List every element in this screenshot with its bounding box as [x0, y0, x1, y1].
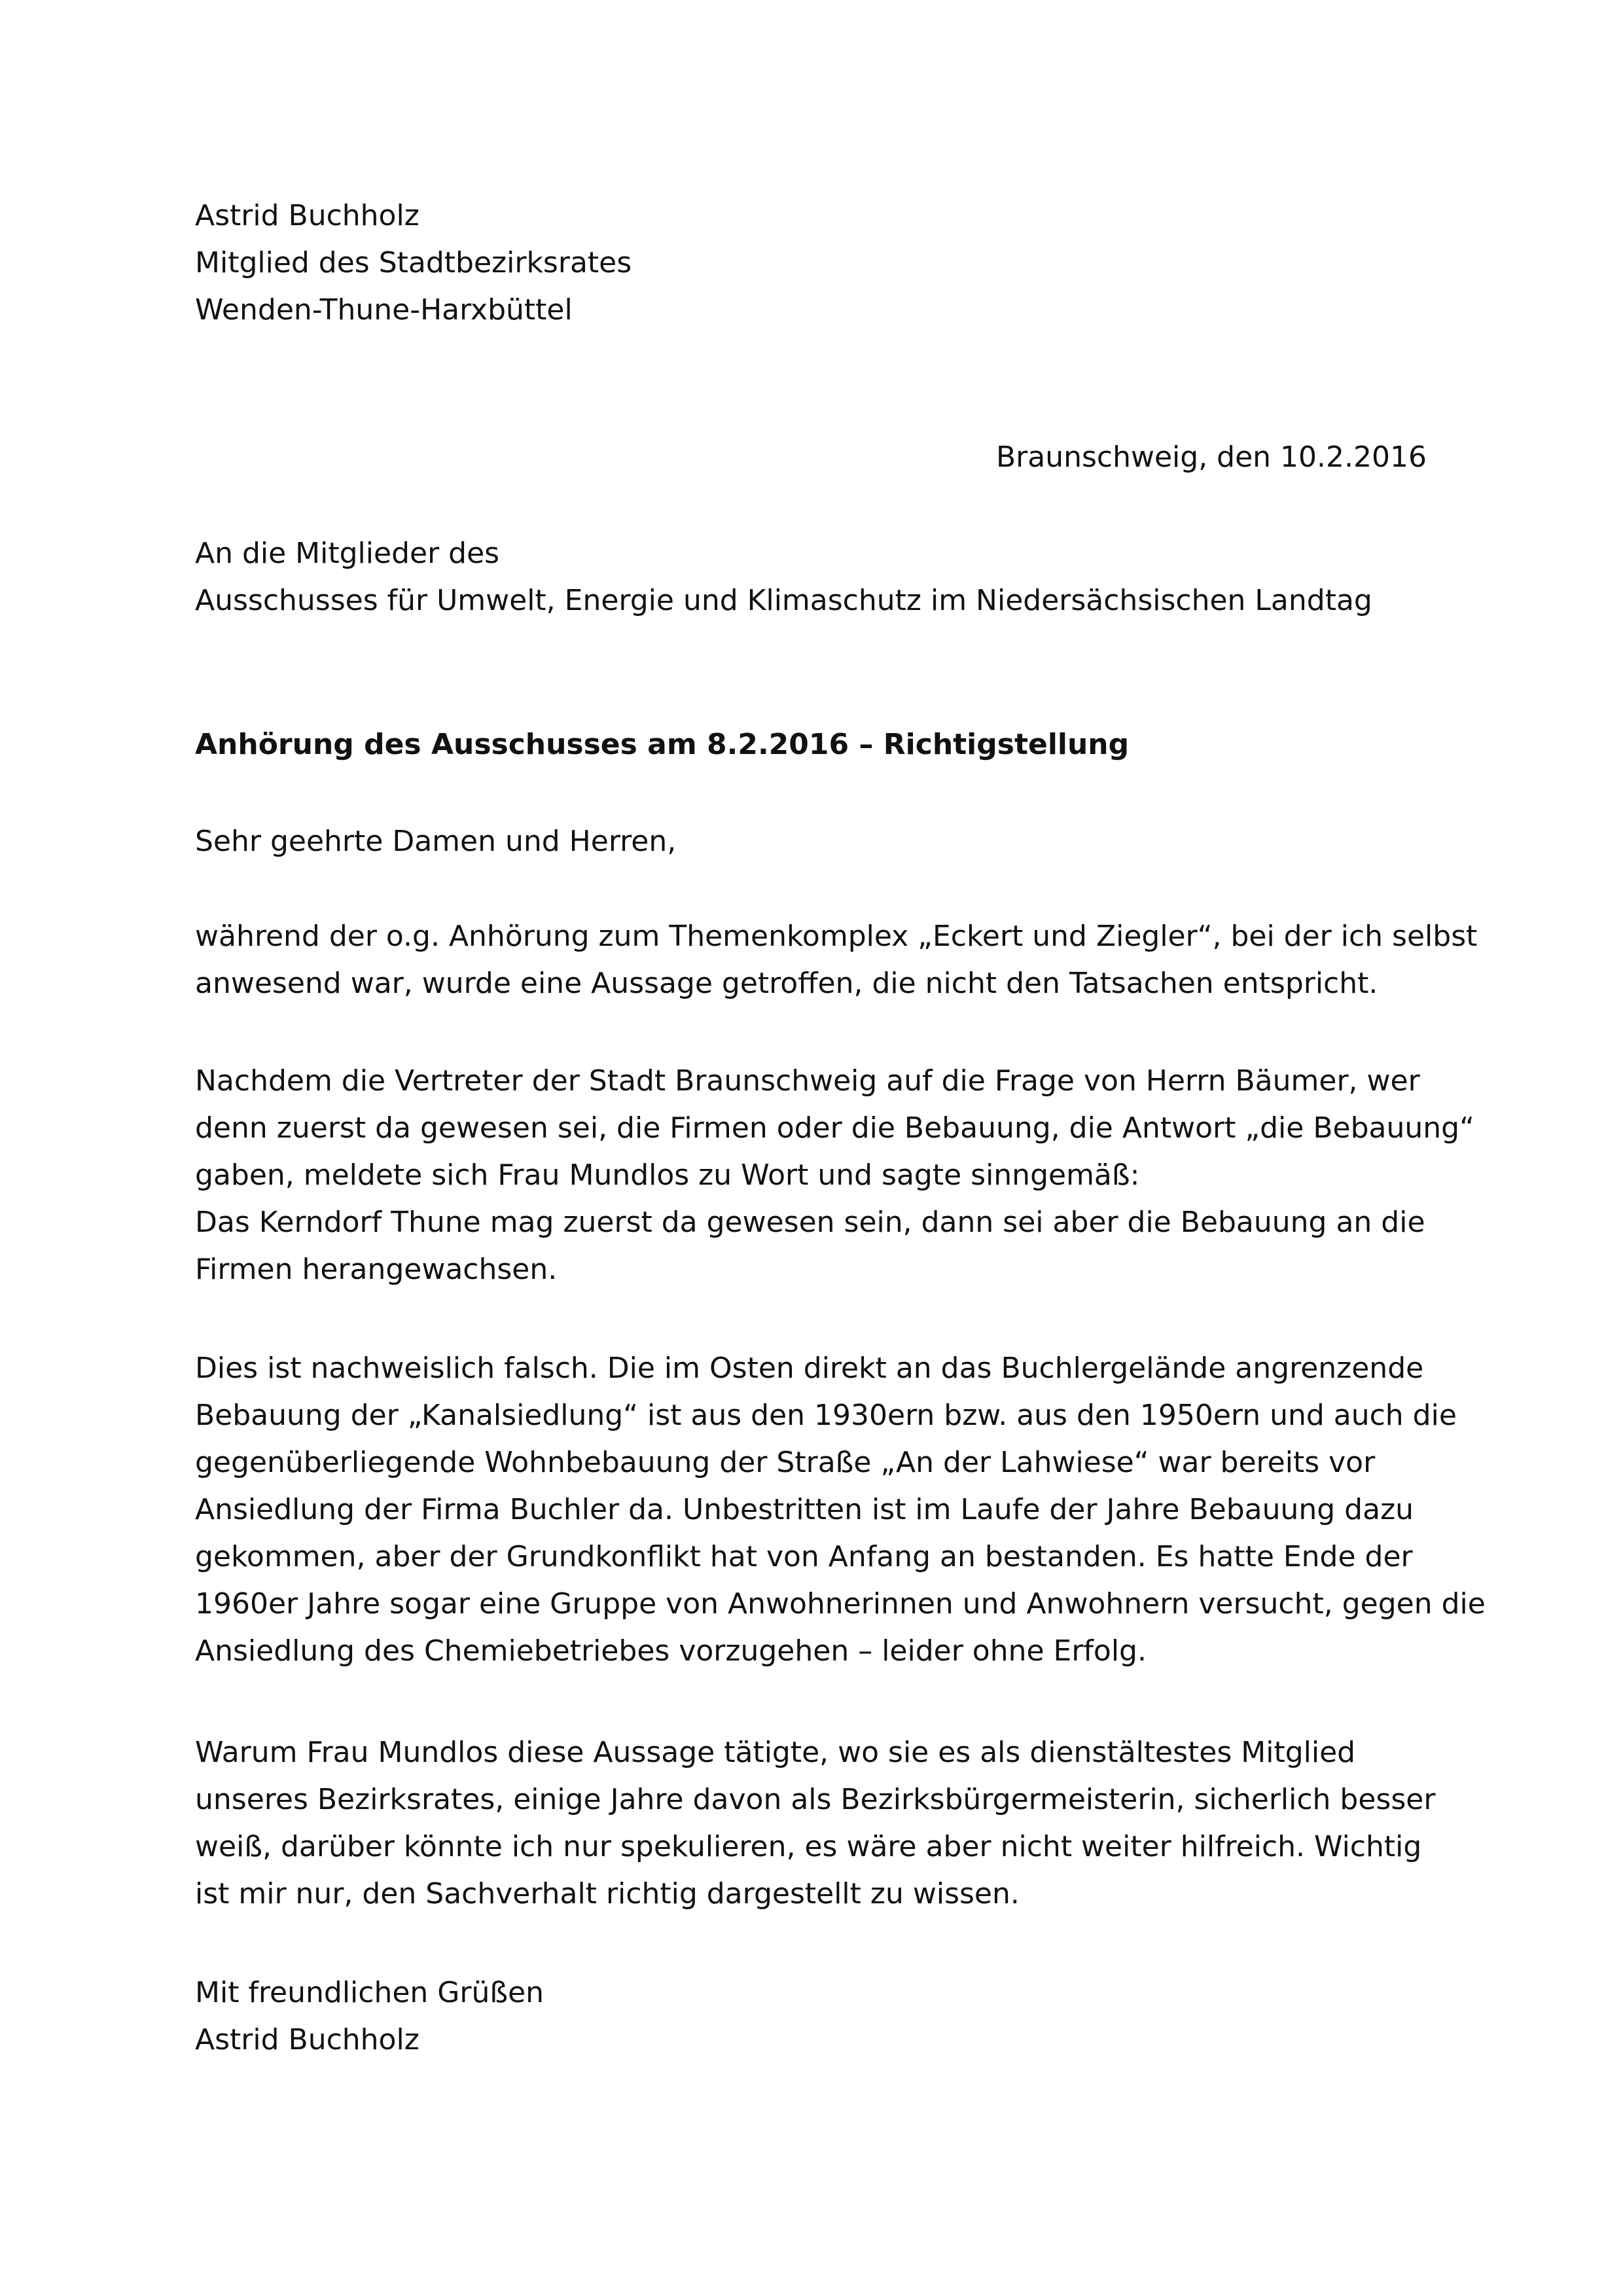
recipient-line-1: An die Mitglieder des: [195, 537, 500, 570]
paragraph-line: denn zuerst da gewesen sei, die Firmen oder die Bebauung, die Antwort „die Bebauung“: [195, 1111, 1474, 1145]
salutation-block: [195, 818, 1438, 865]
paragraph-line: Ansiedlung des Chemiebetriebes vorzugehen – leider ohne Erfolg.: [195, 1634, 1147, 1668]
paragraph-line: gekommen, aber der Grundkonflikt hat von Anfang an bestanden. Es hatte Ende der: [195, 1540, 1413, 1573]
closing-block: [195, 1969, 1438, 2064]
paragraph-1: [195, 913, 1478, 1007]
paragraph-line: anwesend war, wurde eine Aussage getroffen, die nicht den Tatsachen entspricht.: [195, 967, 1378, 1000]
paragraph-4: [195, 1729, 1438, 1918]
paragraph-line: Warum Frau Mundlos diese Aussage tätigte, wo sie es als dienstältestes Mitglied: [195, 1736, 1356, 1769]
sender-district: Wenden-Thune-Harxbüttel: [195, 293, 573, 327]
recipient-line-2: Ausschusses für Umwelt, Energie und Klimaschutz im Niedersächsischen Landtag: [195, 584, 1372, 617]
paragraph-line: Firmen herangewachsen.: [195, 1253, 558, 1286]
sender-block: [195, 192, 1438, 334]
paragraph-2: [195, 1058, 1474, 1293]
subject-line: Anhörung des Ausschusses am 8.2.2016 – Richtigstellung: [195, 728, 1130, 761]
paragraph-line: ist mir nur, den Sachverhalt richtig dargestellt zu wissen.: [195, 1877, 1020, 1910]
paragraph-line: gaben, meldete sich Frau Mundlos zu Wort und sagte sinngemäß:: [195, 1158, 1140, 1192]
paragraph-line: 1960er Jahre sogar eine Gruppe von Anwohnerinnen und Anwohnern versucht, gegen die: [195, 1587, 1486, 1621]
paragraph-3: [195, 1345, 1486, 1675]
paragraph-line: Dies ist nachweislich falsch. Die im Osten direkt an das Buchlergelände angrenzende: [195, 1352, 1424, 1385]
subject-block: [195, 721, 1438, 768]
closing-signature: Astrid Buchholz: [195, 2023, 419, 2056]
closing-greeting: Mit freundlichen Grüßen: [195, 1976, 544, 2009]
paragraph-line: Ansiedlung der Firma Buchler da. Unbestritten ist im Laufe der Jahre Bebauung dazu: [195, 1493, 1414, 1526]
paragraph-line: weiß, darüber könnte ich nur spekulieren, es wäre aber nicht weiter hilfreich. Wichtig: [195, 1830, 1422, 1863]
paragraph-line: während der o.g. Anhörung zum Themenkomplex „Eckert und Ziegler“, bei der ich selbst: [195, 920, 1478, 953]
paragraph-line: Das Kerndorf Thune mag zuerst da gewesen sein, dann sei aber die Bebauung an die: [195, 1206, 1425, 1239]
sender-name: Astrid Buchholz: [195, 199, 419, 232]
paragraph-line: unseres Bezirksrates, einige Jahre davon als Bezirksbürgermeisterin, sicherlich besser: [195, 1783, 1436, 1816]
place-date: Braunschweig, den 10.2.2016: [995, 440, 1427, 474]
recipient-block: [195, 530, 1438, 624]
paragraph-line: Nachdem die Vertreter der Stadt Braunschweig auf die Frage von Herrn Bäumer, wer: [195, 1064, 1420, 1098]
sender-role: Mitglied des Stadtbezirksrates: [195, 246, 632, 279]
paragraph-line: Bebauung der „Kanalsiedlung“ ist aus den 1930ern bzw. aus den 1950ern und auch die: [195, 1399, 1457, 1432]
salutation: Sehr geehrte Damen und Herren,: [195, 825, 677, 858]
paragraph-line: gegenüberliegende Wohnbebauung der Straße „An der Lahwiese“ war bereits vor: [195, 1446, 1376, 1479]
